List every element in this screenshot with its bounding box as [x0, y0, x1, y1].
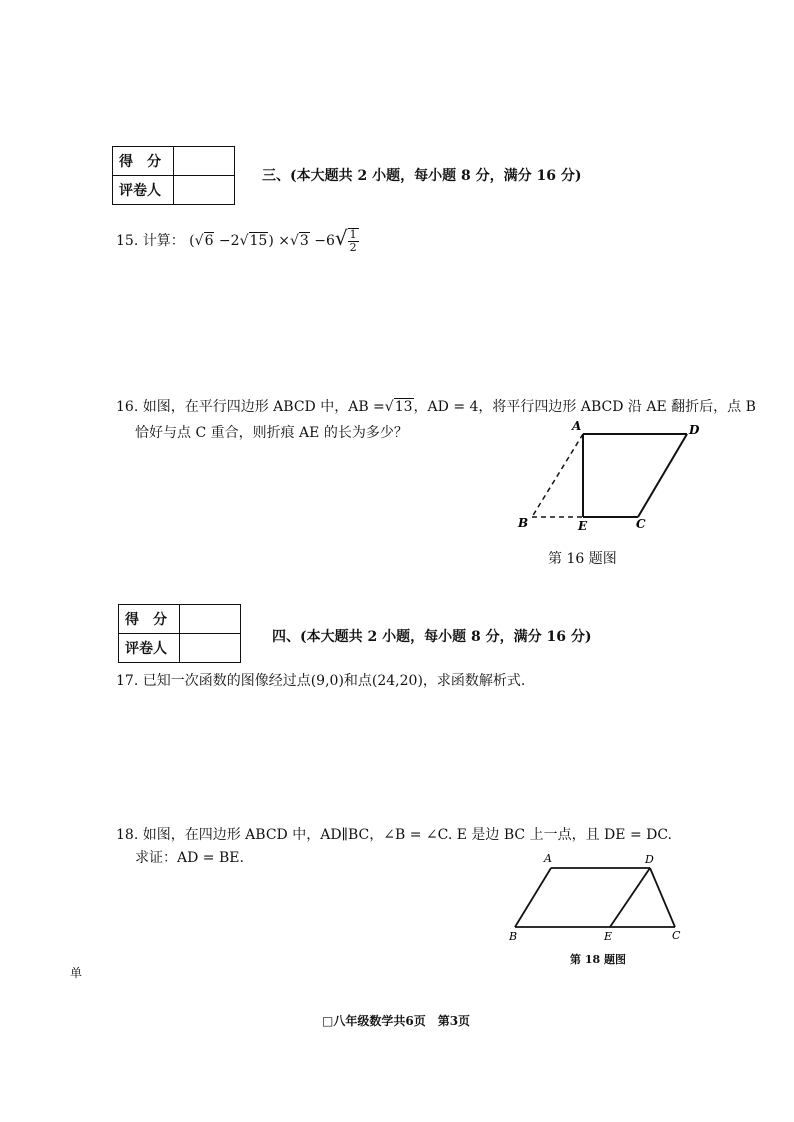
score-label: 得 分 [113, 147, 174, 176]
fig18-label-c: C [672, 929, 681, 942]
q16-line1-b: ，AD = 4，将平行四边形 ABCD 沿 AE 翻折后，点 B [413, 399, 756, 415]
fraction-numerator: 1 [349, 228, 357, 241]
fig16-edge-dc [638, 434, 687, 517]
score-table-section4 [118, 604, 241, 663]
minus: −2 [214, 233, 240, 249]
q15-text: 计算： [142, 233, 185, 249]
score-cell[interactable] [180, 605, 241, 634]
score-label: 得 分 [119, 605, 180, 634]
fig18-edge-de [610, 868, 650, 927]
sqrt-13: 13 [394, 399, 413, 415]
q16-line2: 恰好与点 C 重合，则折痕 AE 的长为多少？ [135, 425, 408, 441]
section4-heading: 四、(本大题共 2 小题，每小题 8 分，满分 16 分) [272, 629, 592, 645]
q16-line1-a: 如图，在平行四边形 ABCD 中，AB = [142, 399, 385, 415]
score-cell[interactable] [174, 147, 235, 176]
fig18-label-a: A [544, 852, 552, 865]
figure-16-caption: 第 16 题图 [548, 551, 617, 567]
fig16-label-e: E [578, 519, 588, 533]
q18-line2: 求证：AD = BE. [135, 850, 244, 866]
side-mark: 单 [70, 966, 83, 980]
fig16-label-b: B [518, 516, 529, 530]
fig18-label-e: E [604, 930, 613, 943]
fig16-label-c: C [636, 517, 646, 531]
q15 [116, 226, 359, 254]
fig18-edge-dc [650, 868, 675, 927]
sqrt-3: 3 [299, 233, 309, 249]
figure-18 [500, 846, 700, 946]
fig18-edge-ab [515, 868, 551, 927]
q16-line1: 16. 如图，在平行四边形 ABCD 中，AB =√13，AD = 4，将平行四边形 ABCD 沿 AE 翻折后，点 B [116, 399, 756, 415]
score-table-section3 [112, 146, 235, 205]
minus-6: −6 [309, 233, 335, 249]
grader-label: 评卷人 [119, 634, 180, 663]
q17: 17. 已知一次函数的图像经过点(9,0)和点(24,20)，求函数解析式. [116, 673, 526, 689]
q18-line1: 18. 如图，在四边形 ABCD 中，AD∥BC，∠B = ∠C. E 是边 BC 上一点，且 DE = DC. [116, 827, 673, 843]
fraction-denominator: 2 [349, 241, 357, 254]
section3-heading: 三、(本大题共 2 小题，每小题 8 分，满分 16 分) [262, 168, 582, 184]
close-times: ) × [268, 233, 290, 249]
fig16-label-a: A [572, 419, 582, 433]
fig16-label-d: D [689, 423, 700, 437]
page-footer: □八年级数学共6页 第3页 [322, 1014, 471, 1028]
fig16-edge-ab-dashed [532, 434, 583, 517]
sqrt-15: 15 [249, 233, 268, 249]
sqrt-6: 6 [204, 233, 214, 249]
grader-cell[interactable] [174, 176, 235, 205]
figure-18-caption: 第 18 题图 [570, 953, 626, 966]
grader-label: 评卷人 [113, 176, 174, 205]
fraction-half [348, 228, 359, 254]
fig18-label-d: D [645, 853, 654, 866]
q15-number: 15. [116, 233, 139, 249]
fig18-label-b: B [509, 930, 518, 943]
q16-number: 16. [116, 399, 139, 415]
paren-open: ( [189, 233, 195, 249]
grader-cell[interactable] [180, 634, 241, 663]
q15-expression: (√6 −2√15) ×√3 −6√ $\frac{1}{2}$ [189, 226, 357, 254]
figure-16 [510, 416, 710, 534]
